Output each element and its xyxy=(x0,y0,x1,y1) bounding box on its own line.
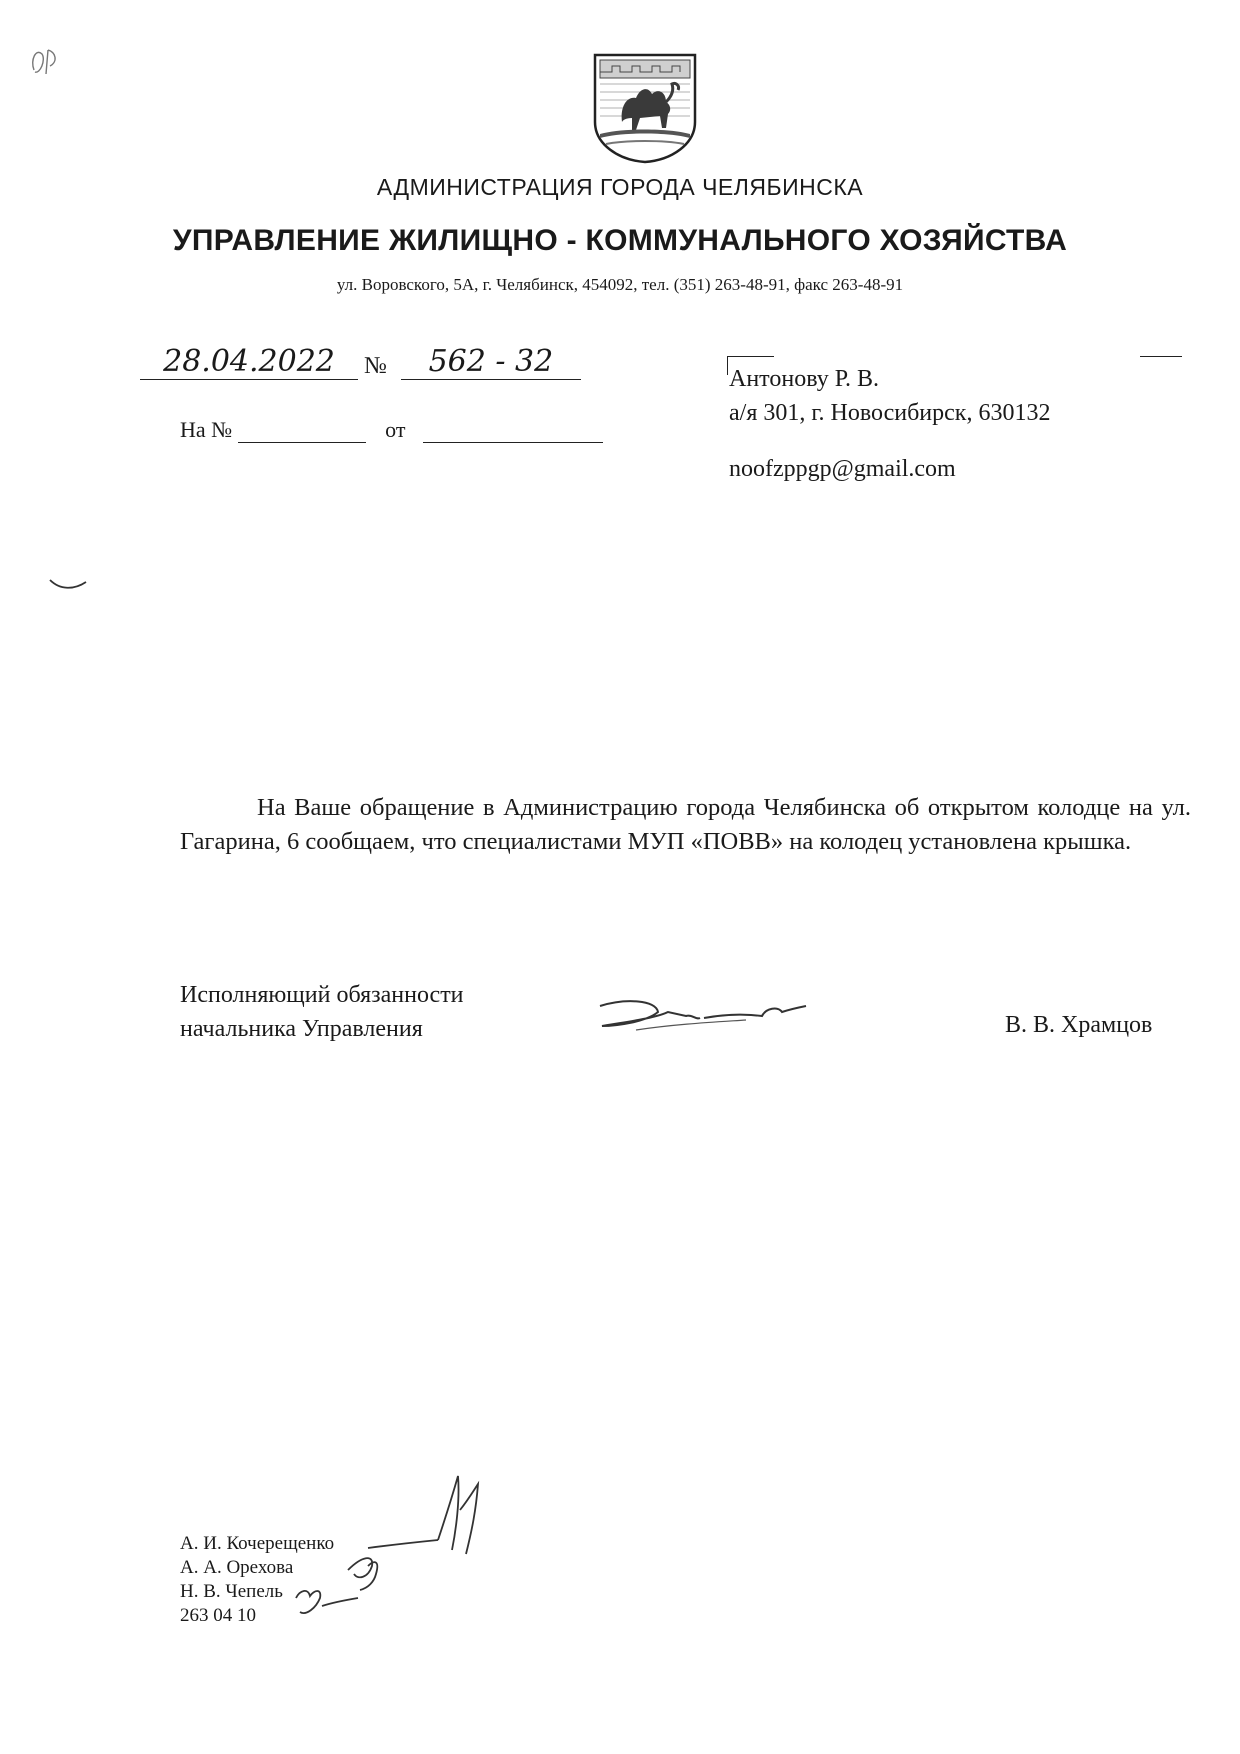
executor-initials-marks xyxy=(288,1470,498,1630)
scan-artifact xyxy=(48,576,88,596)
recipient-address: а/я 301, г. Новосибирск, 630132 xyxy=(729,400,1051,426)
outgoing-number: 562 - 32 xyxy=(401,344,581,380)
organization-name: УПРАВЛЕНИЕ ЖИЛИЩНО - КОММУНАЛЬНОГО ХОЗЯЙСТВА xyxy=(172,224,1068,257)
executor-phone: 263 04 10 xyxy=(180,1605,256,1626)
signatory-title-line1: Исполняющий обязанности xyxy=(180,982,464,1008)
letter-body: На Ваше обращение в Администрацию города Челябинска об открытом колодце на ул. Гагарина, 6 сообщаем, что специалистами МУП «ПОВВ» на колодец установлена крышка. xyxy=(180,794,1191,855)
handwritten-signature xyxy=(596,992,816,1040)
margin-handwritten-note xyxy=(26,40,66,90)
chelyabinsk-emblem-icon xyxy=(592,52,698,164)
signatory-name: В. В. Храмцов xyxy=(1005,1012,1153,1038)
parent-organization: АДМИНИСТРАЦИЯ ГОРОДА ЧЕЛЯБИНСКА xyxy=(376,174,864,200)
recipient-block xyxy=(729,362,1050,430)
outgoing-date: 28.04.2022 xyxy=(140,344,358,380)
recipient-name: Антонову Р. В. xyxy=(729,366,880,392)
outgoing-number-label: № xyxy=(364,353,387,379)
executor-line: А. А. Орехова xyxy=(180,1557,294,1578)
incoming-date-label: от xyxy=(385,417,406,442)
incoming-number-blank xyxy=(238,420,366,443)
executor-line: Н. В. Чепель xyxy=(180,1581,283,1602)
address-corner-mark xyxy=(1140,356,1182,358)
incoming-date-blank xyxy=(423,420,603,443)
recipient-email: noofzppgp@gmail.com xyxy=(729,456,956,482)
signatory-title-line2: начальника Управления xyxy=(180,1016,423,1042)
incoming-number-label: На № xyxy=(180,417,233,442)
signatory-title xyxy=(180,978,464,1046)
outgoing-reference xyxy=(140,344,581,380)
incoming-reference xyxy=(180,417,603,443)
executor-line: А. И. Кочерещенко xyxy=(180,1533,335,1554)
organization-address: ул. Воровского, 5А, г. Челябинск, 454092, тел. (351) 263-48-91, факс 263-48-91 xyxy=(336,275,904,294)
